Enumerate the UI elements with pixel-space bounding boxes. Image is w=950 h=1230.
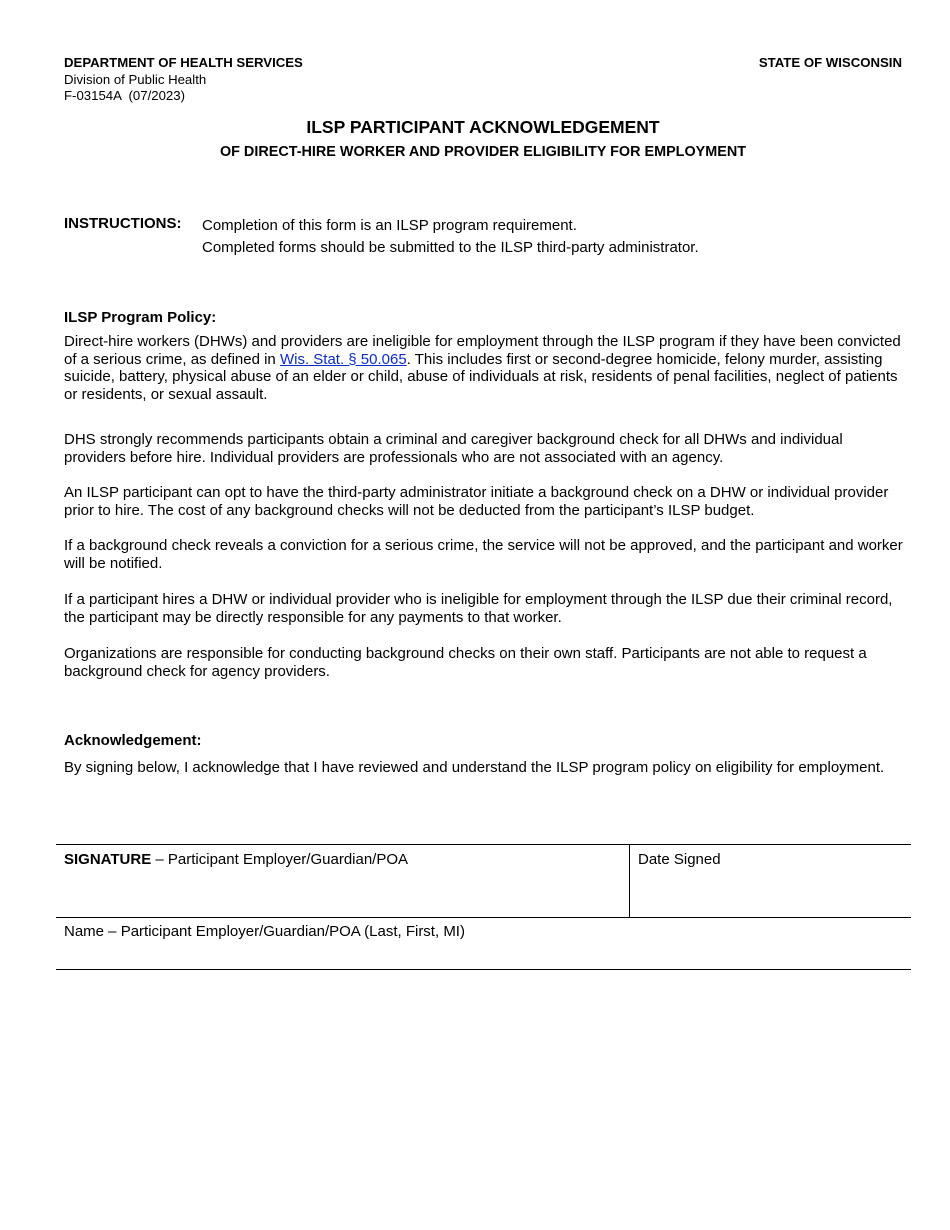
policy-paragraph-4: If a background check reveals a conviction for a serious crime, the service will not be approved, and the participant and worker will be notified. [64,537,903,572]
name-bottom-rule [56,969,911,970]
policy-p1-text-b: . This includes first or second-degree homicide, felony murder, assisting suicide, battery, physical abuse of an elder or child, abuse of individuals at risk, residents of penal facilities, neglect of patients or residents, or sexual assault. [64,350,898,404]
participant-name-field[interactable] [56,918,911,969]
policy-heading: ILSP Program Policy: [64,309,217,326]
policy-paragraph-3: An ILSP participant can opt to have the third-party administrator initiate a background check on a DHW or individual provider prior to hire. The cost of any background checks will not be deducted from the participant’s ILSP budget. [64,484,889,519]
participant-name-label: Name – Participant Employer/Guardian/POA (Last, First, MI) [64,923,465,940]
policy-paragraph-2: DHS strongly recommends participants obtain a criminal and caregiver background check for all DHWs and individual providers before hire. Individual providers are professionals who are not associated with an agency. [64,431,843,466]
instructions-line-1: Completion of this form is an ILSP program requirement. [202,217,577,234]
date-signed-label: Date Signed [638,851,721,868]
policy-paragraph-1 [64,333,904,404]
form-title: ILSP PARTICIPANT ACKNOWLEDGEMENT [306,117,660,137]
statute-link[interactable]: Wis. Stat. § 50.065 [279,350,407,368]
signature-label-bold: SIGNATURE [64,851,152,868]
acknowledgement-text: By signing below, I acknowledge that I have reviewed and understand the ILSP program policy on eligibility for employment. [64,759,885,776]
policy-p1-text-a: Direct-hire workers (DHWs) and providers are ineligible for employment through the ILSP program if they have been convicted of a serious crime, as defined in [64,333,901,368]
instructions-line-2: Completed forms should be submitted to the ILSP third-party administrator. [202,238,699,256]
agency-header [64,55,303,105]
instructions-text [202,215,699,258]
state-name: STATE OF WISCONSIN [758,55,902,70]
division-name: Division of Public Health [64,71,207,87]
acknowledgement-heading: Acknowledgement: [64,732,202,749]
policy-paragraph-6: Organizations are responsible for conducting background checks on their own staff. Participants are not able to request a background check for agency providers. [64,645,867,680]
form-number: F-03154A (07/2023) [64,88,185,103]
signature-label-rest: – Participant Employer/Guardian/POA [151,851,409,868]
signature-field[interactable] [56,845,629,917]
policy-paragraph-5: If a participant hires a DHW or individual provider who is ineligible for employment through the ILSP due their criminal record, the participant may be directly responsible for any payments to that worker. [64,591,893,626]
signature-label [64,851,408,868]
department-name: DEPARTMENT OF HEALTH SERVICES [64,55,303,70]
instructions-label: INSTRUCTIONS: [64,215,182,232]
form-subtitle: OF DIRECT-HIRE WORKER AND PROVIDER ELIGIBILITY FOR EMPLOYMENT [219,144,747,160]
date-signed-field[interactable] [630,845,911,917]
